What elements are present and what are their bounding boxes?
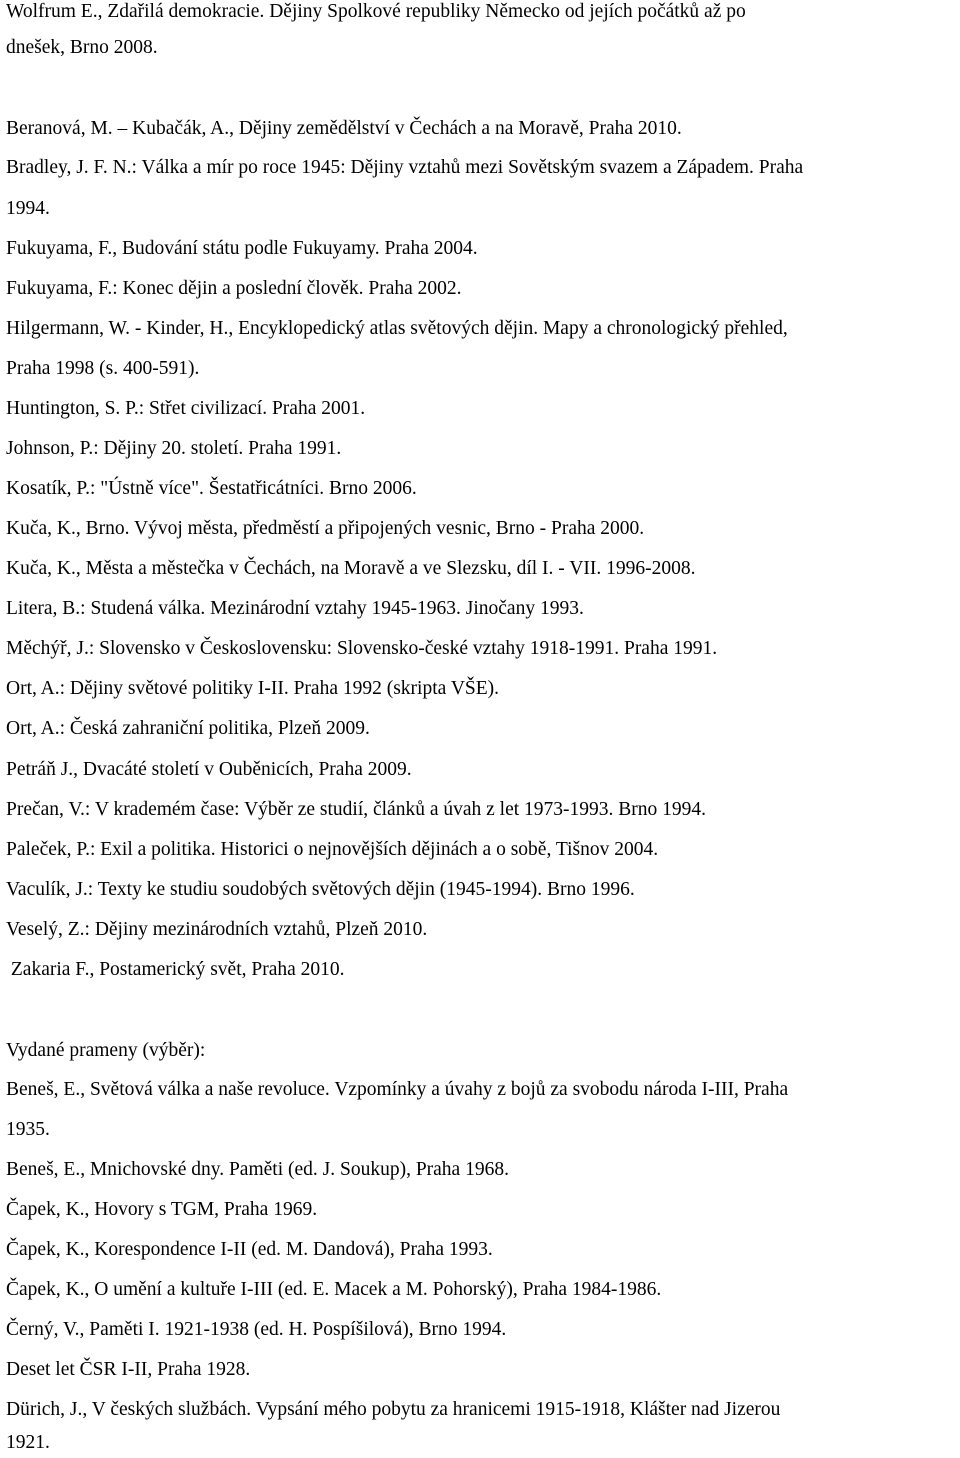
bibliography-line: Hilgermann, W. - Kinder, H., Encyklopedický atlas světových dějin. Mapy a chronologický přehled, [6, 318, 788, 339]
source-line: Čapek, K., Hovory s TGM, Praha 1969. [6, 1199, 318, 1220]
bibliography-line: Petráň J., Dvacáté století v Ouběnicích, Praha 2009. [6, 759, 412, 780]
bibliography-line: Bradley, J. F. N.: Válka a mír po roce 1945: Dějiny vztahů mezi Sovětským svazem a Západem. Praha [6, 157, 804, 178]
bibliography-line: Ort, A.: Česká zahraniční politika, Plzeň 2009. [6, 718, 370, 739]
bibliography-line: 1994. [6, 198, 50, 219]
bibliography-line: Praha 1998 (s. 400-591). [6, 358, 200, 379]
bibliography-line: Kuča, K., Města a městečka v Čechách, na Moravě a ve Slezsku, díl I. - VII. 1996-2008. [6, 558, 696, 579]
source-line: Černý, V., Paměti I. 1921-1938 (ed. H. Pospíšilová), Brno 1994. [6, 1319, 507, 1340]
bibliography-line: Wolfrum E., Zdařilá demokracie. Dějiny Spolkové republiky Německo od jejích počátků až po [6, 1, 746, 22]
source-line: Beneš, E., Světová válka a naše revoluce. Vzpomínky a úvahy z bojů za svobodu národa I-III, Praha [6, 1079, 789, 1100]
source-line: Beneš, E., Mnichovské dny. Paměti (ed. J. Soukup), Praha 1968. [6, 1159, 509, 1180]
source-line: Deset let ČSR I-II, Praha 1928. [6, 1359, 251, 1380]
bibliography-line: Zakaria F., Postamerický svět, Praha 2010. [6, 959, 345, 980]
bibliography-line: Veselý, Z.: Dějiny mezinárodních vztahů, Plzeň 2010. [6, 919, 428, 940]
bibliography-line: Paleček, P.: Exil a politika. Historici o nejnovějších dějinách a o sobě, Tišnov 2004. [6, 839, 659, 860]
bibliography-line: Fukuyama, F.: Konec dějin a poslední člověk. Praha 2002. [6, 278, 462, 299]
bibliography-line: Měchýř, J.: Slovensko v Československu: Slovensko-české vztahy 1918-1991. Praha 1991. [6, 638, 718, 659]
bibliography-line: Beranová, M. – Kubačák, A., Dějiny zemědělství v Čechách a na Moravě, Praha 2010. [6, 118, 682, 139]
section-heading: Vydané prameny (výběr): [6, 1040, 206, 1061]
source-line: 1935. [6, 1119, 50, 1140]
source-line: Dürich, J., V českých službách. Vypsání mého pobytu za hranicemi 1915-1918, Klášter nad Jizerou [6, 1399, 781, 1420]
source-line: Čapek, K., O umění a kultuře I-III (ed. E. Macek a M. Pohorský), Praha 1984-1986. [6, 1279, 662, 1300]
bibliography-line: Huntington, S. P.: Střet civilizací. Praha 2001. [6, 398, 366, 419]
bibliography-line: Kosatík, P.: "Ústně více". Šestatřicátníci. Brno 2006. [6, 478, 417, 499]
bibliography-line: Fukuyama, F., Budování státu podle Fukuyamy. Praha 2004. [6, 238, 478, 259]
bibliography-line: Vaculík, J.: Texty ke studiu soudobých světových dějin (1945-1994). Brno 1996. [6, 879, 635, 900]
bibliography-line: Kuča, K., Brno. Vývoj města, předměstí a připojených vesnic, Brno - Praha 2000. [6, 518, 645, 539]
source-line: 1921. [6, 1432, 50, 1453]
bibliography-line: Ort, A.: Dějiny světové politiky I-II. Praha 1992 (skripta VŠE). [6, 678, 500, 699]
bibliography-line: Litera, B.: Studená válka. Mezinárodní vztahy 1945-1963. Jinočany 1993. [6, 598, 584, 619]
source-line: Čapek, K., Korespondence I-II (ed. M. Dandová), Praha 1993. [6, 1239, 493, 1260]
bibliography-line: Prečan, V.: V krademém čase: Výběr ze studií, článků a úvah z let 1973-1993. Brno 1994. [6, 799, 707, 820]
bibliography-line: dnešek, Brno 2008. [6, 37, 158, 58]
bibliography-line: Johnson, P.: Dějiny 20. století. Praha 1991. [6, 438, 342, 459]
